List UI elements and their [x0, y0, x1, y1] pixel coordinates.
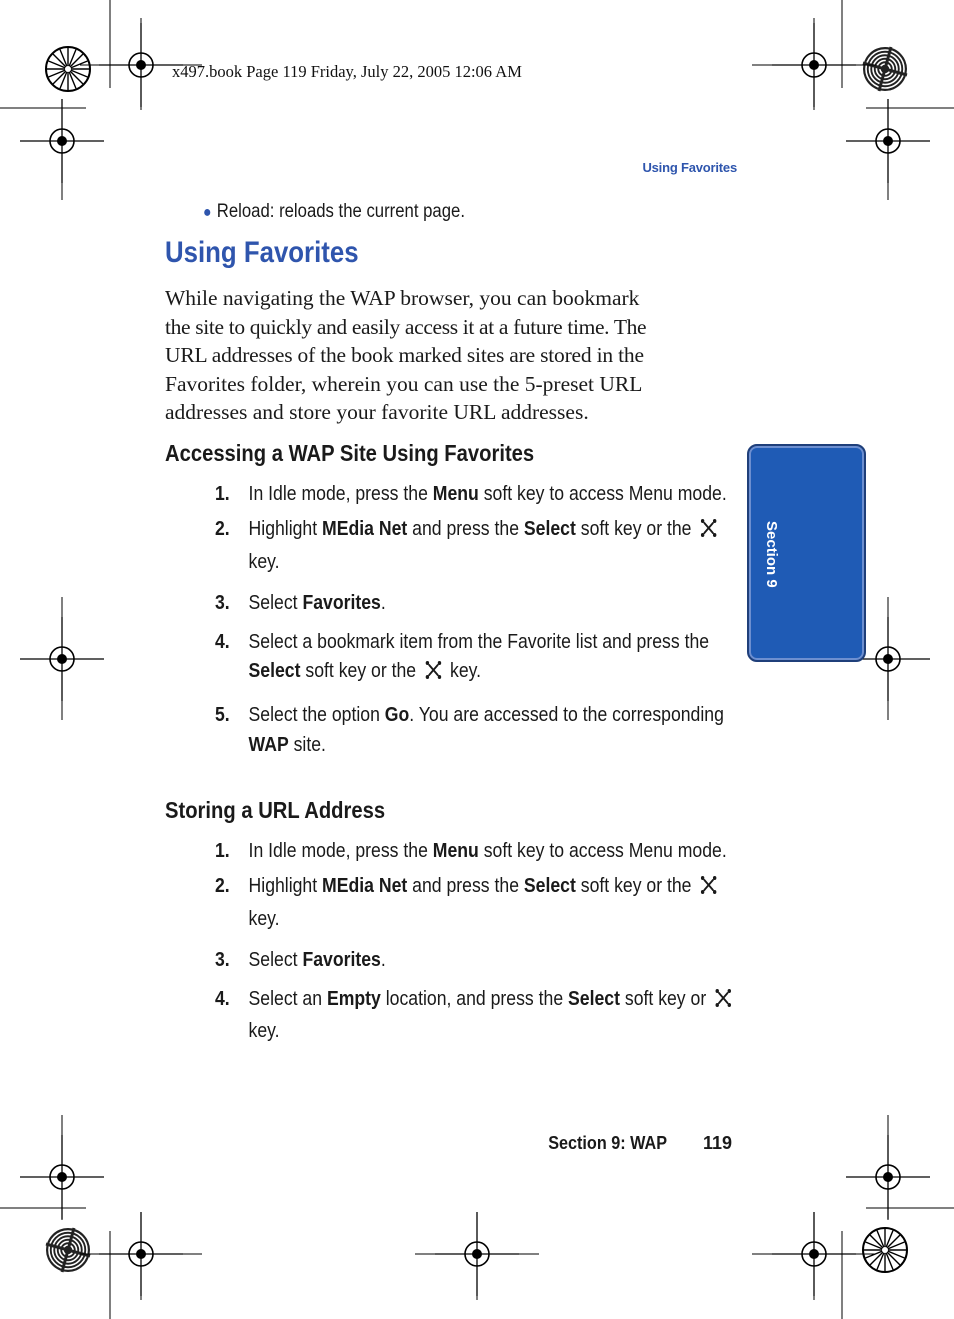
running-head: Using Favorites [642, 160, 737, 175]
step-keyword: MEdia Net [322, 874, 408, 897]
step-text-run: In Idle mode, press the [248, 482, 433, 505]
step-text-run: soft key to access Menu mode. [478, 839, 727, 862]
bullet-text: Reload: reloads the current page. [216, 201, 465, 222]
step-text-run: . [380, 590, 386, 614]
step-text-run: Select an [248, 986, 327, 1010]
step-number: 4. [215, 986, 230, 1010]
step-text [249, 984, 740, 1046]
step-keyword: Select [523, 874, 576, 897]
step-item [215, 627, 740, 689]
step-text-run: soft key or the [300, 659, 422, 682]
nav-key-icon [700, 517, 717, 547]
print-slug-header: x497.book Page 119 Friday, July 22, 2005 12:06 AM [172, 62, 522, 81]
step-text-run: key. [248, 549, 280, 573]
subsection-title-accessing: Accessing a WAP Site Using Favorites [165, 440, 535, 466]
step-text-run: soft key or the [575, 874, 697, 897]
step-number: 1. [215, 839, 230, 862]
step-text-run: soft key or the [575, 517, 697, 540]
step-text-run: Select [248, 590, 303, 614]
step-text-run: Select a bookmark item from the Favorite list and press the [248, 629, 710, 653]
step-text-run: Select the option [248, 703, 385, 726]
step-item [215, 588, 740, 618]
step-keyword: Select [523, 517, 576, 540]
step-keyword: Favorites [302, 590, 381, 614]
steps-list-storing [215, 836, 825, 1046]
step-text-run: key. [445, 659, 482, 682]
step-text-run: Highlight [248, 874, 323, 897]
step-number: 2. [215, 874, 230, 897]
step-item [215, 871, 740, 933]
step-text-run: key. [248, 1019, 280, 1042]
step-text-run: Highlight [248, 517, 323, 540]
step-text-run: In Idle mode, press the [248, 839, 433, 862]
step-text-run: Select [248, 947, 303, 971]
step-text-run: soft key to access Menu mode. [478, 482, 727, 505]
step-text [249, 700, 740, 759]
section-title: Using Favorites [165, 236, 359, 269]
step-keyword: MEdia Net [322, 517, 408, 540]
step-keyword: Select [248, 659, 301, 682]
step-keyword: Menu [432, 482, 479, 505]
nav-key-icon [424, 659, 441, 689]
step-number: 3. [215, 590, 230, 614]
step-text [249, 588, 740, 618]
step-text [249, 871, 740, 933]
step-text [249, 836, 740, 866]
step-item [215, 836, 740, 866]
bullet-item [203, 201, 465, 223]
step-text-run: location, and press the [380, 986, 569, 1010]
step-keyword: Empty [326, 986, 381, 1010]
step-text-run: soft key or [619, 986, 712, 1010]
intro-line: URL addresses of the book marked sites are stored in the [165, 343, 644, 368]
nav-key-icon [715, 987, 732, 1017]
step-text [249, 479, 740, 509]
step-keyword: Select [568, 986, 620, 1010]
step-item [215, 700, 740, 759]
intro-paragraph [165, 284, 735, 427]
step-text [249, 627, 740, 689]
step-number: 1. [215, 482, 230, 505]
step-text-run: . You are accessed to the corresponding [409, 703, 724, 726]
intro-line: addresses and store your favorite URL addresses. [165, 400, 589, 425]
step-number: 5. [215, 703, 230, 726]
step-item [215, 984, 740, 1046]
step-text-run: and press the [407, 874, 524, 897]
page-number: 119 [702, 1133, 732, 1153]
footer-section: Section 9: WAP [548, 1133, 667, 1153]
section-tab-label: Section 9 [763, 521, 780, 588]
step-number: 4. [215, 629, 230, 653]
step-text-run: . [380, 947, 386, 971]
step-number: 2. [215, 517, 230, 540]
step-text [249, 945, 740, 975]
step-text-run: site. [288, 732, 326, 756]
intro-line: the site to quickly and easily access it at a future time. The [165, 314, 647, 339]
nav-key-icon [700, 874, 717, 904]
step-keyword: Favorites [302, 947, 381, 971]
step-keyword: WAP [248, 732, 289, 756]
step-keyword: Go [384, 703, 410, 726]
intro-line: While navigating the WAP browser, you can bookmark [165, 286, 640, 310]
steps-list-accessing [215, 479, 825, 759]
step-text-run: and press the [407, 517, 524, 540]
step-text [249, 514, 740, 576]
subsection-title-storing: Storing a URL Address [165, 797, 386, 823]
bullet-dot-icon: ● [203, 204, 212, 221]
step-item [215, 945, 740, 975]
step-text-run: key. [248, 906, 280, 930]
step-item [215, 479, 740, 509]
step-keyword: Menu [432, 839, 479, 862]
intro-line: Favorites folder, wherein you can use the 5-preset URL [165, 371, 643, 396]
step-item [215, 514, 740, 576]
step-number: 3. [215, 947, 230, 971]
